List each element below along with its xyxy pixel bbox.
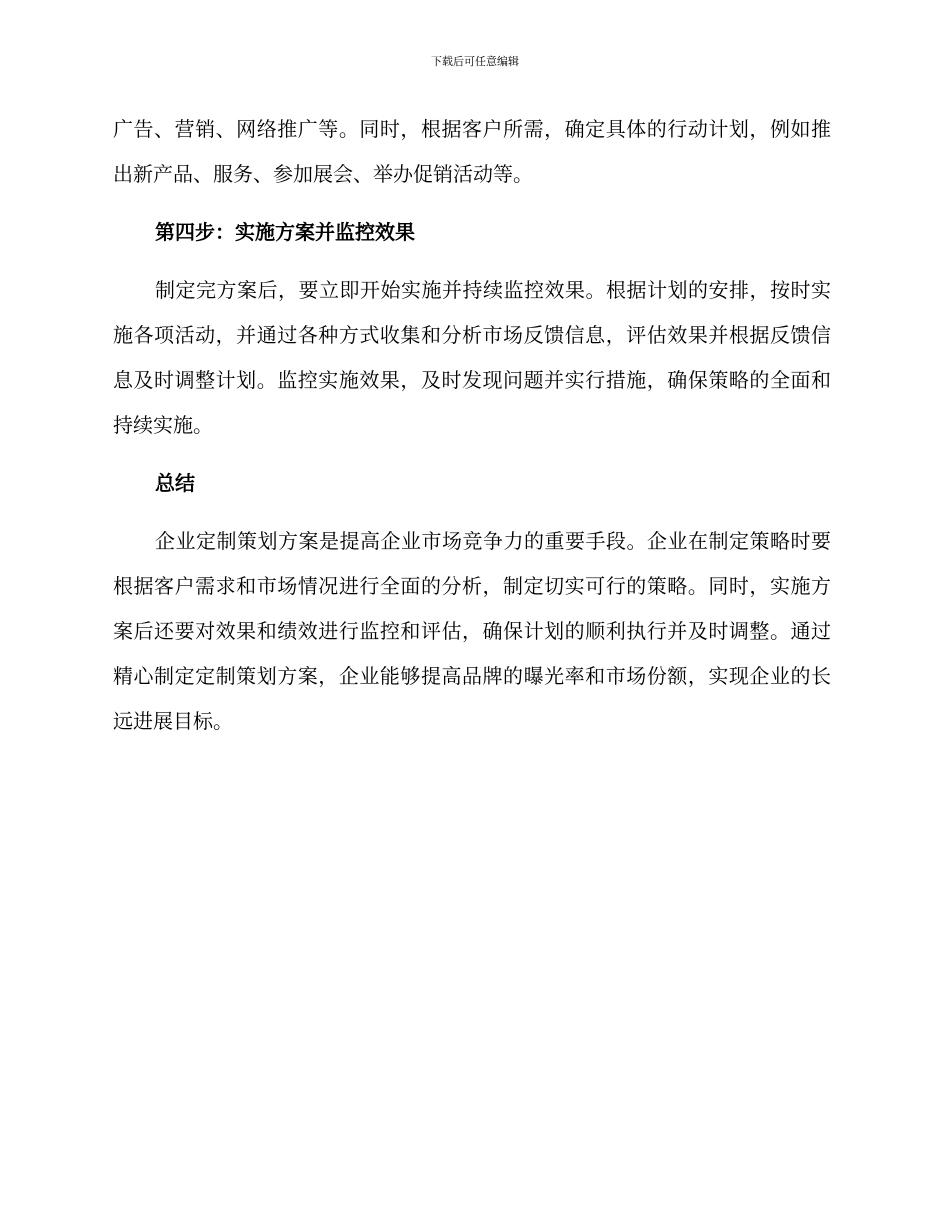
paragraph-step4: 制定完方案后，要立即开始实施并持续监控效果。根据计划的安排，按时实施各项活动，并通过各种方式收集和分析市场反馈信息，评估效果并根据反馈信息及时调整计划。监控实施效果，及时发现问题并实行措施，确保策略的全面和持续实施。 — [113, 278, 831, 437]
paragraph-continued: 广告、营销、网络推广等。同时，根据客户所需，确定具体的行动计划，例如推出新产品、服务、参加展会、举办促销活动等。 — [113, 117, 831, 186]
document-body — [113, 107, 831, 744]
section-heading-step4: 第四步：实施方案并监控效果 — [155, 220, 415, 244]
page-header: 下载后可任意编辑 — [431, 55, 519, 68]
paragraph-summary: 企业定制策划方案是提高企业市场竞争力的重要手段。企业在制定策略时要根据客户需求和市场情况进行全面的分析，制定切实可行的策略。同时，实施方案后还要对效果和绩效进行监控和评估，确保计划的顺利执行并及时调整。通过精心制定定制策划方案，企业能够提高品牌的曝光率和市场份额，实现企业的长远进展目标。 — [113, 529, 831, 733]
section-heading-summary: 总结 — [155, 471, 195, 495]
